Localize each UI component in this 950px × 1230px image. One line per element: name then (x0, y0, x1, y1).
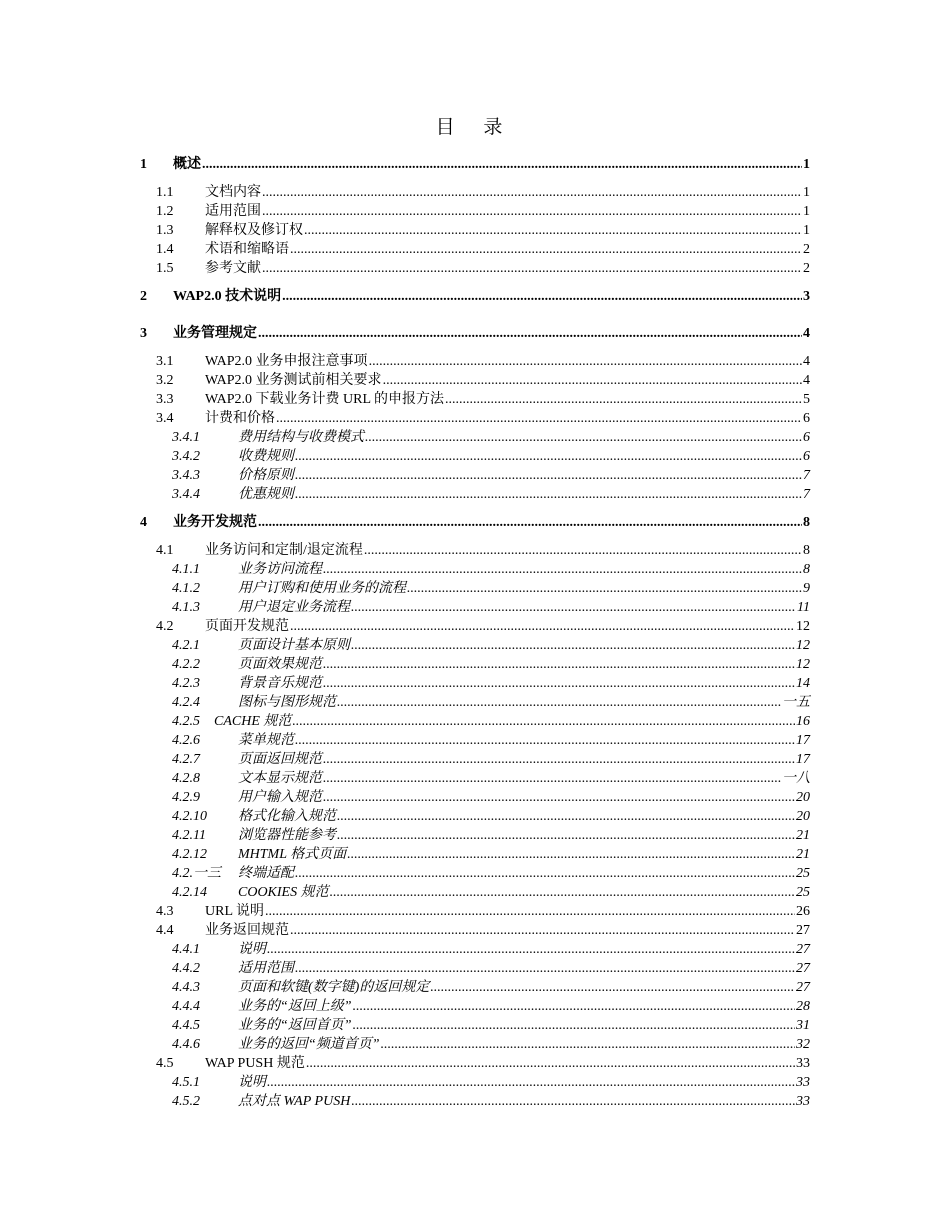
toc-entry-page: 12 (796, 657, 810, 672)
toc-entry[interactable] (172, 711, 810, 730)
toc-entry-number: 4.1 (156, 543, 174, 558)
toc-entry-page: 4 (803, 326, 810, 341)
dot-leader (267, 941, 795, 958)
dot-leader (265, 903, 795, 920)
toc-entry-title: 优惠规则 (238, 487, 294, 502)
toc-entry[interactable] (172, 958, 810, 977)
dot-leader (323, 751, 795, 768)
toc-entry-page: 8 (803, 515, 810, 530)
toc-entry-title: 菜单规范 (238, 733, 294, 748)
toc-entry-number: 4 (140, 515, 147, 530)
toc-entry-number: 4.1.1 (172, 562, 200, 577)
toc-entry-page: 1 (803, 185, 810, 200)
toc-entry[interactable] (172, 882, 810, 901)
toc-entry[interactable] (172, 844, 810, 863)
toc-entry-number: 4.4.1 (172, 942, 200, 957)
toc-entry-title: 计费和价格 (205, 411, 275, 426)
page-title: 目 录 (435, 117, 515, 138)
dot-leader (262, 203, 802, 220)
dot-leader (267, 1074, 795, 1091)
toc-entry-title: 文本显示规范 (238, 771, 322, 786)
dot-leader (365, 429, 802, 446)
toc-entry[interactable] (156, 239, 810, 258)
toc-entry-number: 4.5.1 (172, 1075, 200, 1090)
toc-entry[interactable] (140, 286, 810, 305)
toc-entry-title: 页面返回规范 (238, 752, 322, 767)
toc-entry-page: 33 (796, 1075, 810, 1090)
toc-entry-title: 业务访问和定制/退定流程 (205, 543, 363, 558)
toc-entry-title: 文档内容 (205, 185, 261, 200)
toc-entry-title: 收费规则 (238, 449, 294, 464)
dot-leader (351, 599, 796, 616)
toc-entry-page: 27 (796, 942, 810, 957)
toc-entry[interactable] (156, 616, 810, 635)
toc-entry-number: 4.4.3 (172, 980, 200, 995)
toc-entry[interactable] (172, 578, 810, 597)
toc-entry-number: 4.4.5 (172, 1018, 200, 1033)
toc-entry-title: URL 说明 (205, 904, 264, 919)
dot-leader (258, 325, 802, 342)
toc-entry-title: 图标与图形规范 (238, 695, 336, 710)
toc-entry-page: 4 (803, 354, 810, 369)
toc-entry-page: 一八 (782, 771, 810, 786)
toc-entry-number: 4.1.3 (172, 600, 200, 615)
toc-entry-title: WAP2.0 技术说明 (173, 289, 282, 304)
toc-entry-title: 解释权及修订权 (205, 223, 303, 238)
toc-entry-number: 4.2.3 (172, 676, 200, 691)
toc-entry-page: 12 (796, 619, 810, 634)
toc-entry[interactable] (172, 1072, 810, 1091)
toc-entry-title: 业务管理规定 (173, 326, 257, 341)
toc-entry[interactable] (156, 370, 810, 389)
toc-entry-number: 1 (140, 157, 147, 172)
toc-entry[interactable] (172, 635, 810, 654)
toc-entry-number: 1.3 (156, 223, 174, 238)
toc-entry-number: 4.2.6 (172, 733, 200, 748)
toc-entry-page: 20 (796, 790, 810, 805)
dot-leader (323, 770, 781, 787)
toc-entry-page: 2 (803, 261, 810, 276)
toc-entry-number: 1.1 (156, 185, 174, 200)
toc-entry-title: 业务访问流程 (238, 562, 322, 577)
toc-entry-page: 2 (803, 242, 810, 257)
toc-entry-title: WAP PUSH 规范 (205, 1056, 305, 1071)
dot-leader (369, 353, 802, 370)
toc-entry-number: 4.2.14 (172, 885, 207, 900)
dot-leader (295, 865, 795, 882)
dot-leader (258, 514, 802, 531)
toc-entry-title: 说明 (238, 1075, 266, 1090)
toc-entry-number: 1.4 (156, 242, 174, 257)
toc-entry[interactable] (156, 389, 810, 408)
toc-entry[interactable] (156, 182, 810, 201)
toc-entry-title: 参考文献 (205, 261, 261, 276)
toc-entry[interactable] (156, 1053, 810, 1072)
toc-entry-title: WAP2.0 业务测试前相关要求 (205, 373, 382, 388)
toc-entry[interactable] (172, 730, 810, 749)
dot-leader (407, 580, 802, 597)
toc-entry-number: 4.2.4 (172, 695, 200, 710)
toc-entry-title: 适用范围 (205, 204, 261, 219)
toc-entry-title: 页面效果规范 (238, 657, 322, 672)
toc-entry[interactable] (172, 996, 810, 1015)
toc-entry-title: WAP2.0 业务申报注意事项 (205, 354, 368, 369)
toc-entry-number: 3.2 (156, 373, 174, 388)
toc-entry-number: 3 (140, 326, 147, 341)
toc-entry-title: CACHE 规范 (214, 714, 292, 729)
dot-leader (364, 542, 802, 559)
toc-entry-page: 27 (796, 923, 810, 938)
toc-entry-page: 1 (803, 157, 810, 172)
dot-leader (337, 827, 795, 844)
toc-entry-number: 3.4.2 (172, 449, 200, 464)
dot-leader (323, 675, 795, 692)
toc-entry-number: 4.2 (156, 619, 174, 634)
toc-entry-number: 3.1 (156, 354, 174, 369)
toc-entry-page: 26 (796, 904, 810, 919)
toc-entry[interactable] (156, 540, 810, 559)
dot-leader (353, 998, 795, 1015)
toc-entry[interactable] (156, 220, 810, 239)
toc-entry[interactable] (172, 863, 810, 882)
toc-entry-page: 17 (796, 733, 810, 748)
dot-leader (445, 391, 802, 408)
toc-entry-page: 32 (796, 1037, 810, 1052)
toc-entry-number: 4.2.10 (172, 809, 207, 824)
toc-entry[interactable] (172, 446, 810, 465)
dot-leader (262, 184, 802, 201)
toc-entry[interactable] (140, 323, 810, 342)
toc-entry-title: 用户订购和使用业务的流程 (238, 581, 406, 596)
toc-entry-title: 业务的返回“频道首页” (238, 1037, 380, 1052)
dot-leader (351, 637, 795, 654)
dot-leader (262, 260, 802, 277)
toc-entry[interactable] (156, 258, 810, 277)
toc-entry-title: 价格原则 (238, 468, 294, 483)
toc-entry-number: 4.5.2 (172, 1094, 200, 1109)
dot-leader (295, 448, 802, 465)
toc-entry-page: 9 (803, 581, 810, 596)
toc-entry-title: 页面开发规范 (205, 619, 289, 634)
toc-entry[interactable] (172, 787, 810, 806)
toc-entry-page: 8 (803, 543, 810, 558)
toc-entry-number: 4.4.6 (172, 1037, 200, 1052)
dot-leader (337, 694, 781, 711)
toc-entry-page: 31 (796, 1018, 810, 1033)
dot-leader (290, 922, 795, 939)
dot-leader (202, 156, 802, 173)
toc-entry-page: 14 (796, 676, 810, 691)
dot-leader (353, 1017, 795, 1034)
toc-entry-title: COOKIES 规范 (238, 885, 329, 900)
toc-entry[interactable] (172, 673, 810, 692)
toc-entry-number: 4.1.2 (172, 581, 200, 596)
toc-entry-page: 8 (803, 562, 810, 577)
dot-leader (351, 1093, 795, 1110)
toc-entry-number: 3.3 (156, 392, 174, 407)
toc-entry-title: 背景音乐规范 (238, 676, 322, 691)
toc-entry[interactable] (156, 201, 810, 220)
toc-entry[interactable] (156, 901, 810, 920)
toc-entry[interactable] (172, 977, 810, 996)
toc-entry-page: 16 (796, 714, 810, 729)
dot-leader (323, 656, 795, 673)
toc-entry-page: 33 (796, 1094, 810, 1109)
toc-entry[interactable] (172, 559, 810, 578)
toc-entry-page: 17 (796, 752, 810, 767)
toc-entry-title: 浏览器性能参考 (238, 828, 336, 843)
toc-entry[interactable] (172, 825, 810, 844)
dot-leader (276, 410, 802, 427)
dot-leader (290, 241, 802, 258)
toc-entry[interactable] (172, 597, 810, 616)
toc-entry-title: 业务的“返回首页” (238, 1018, 352, 1033)
toc-entry-page: 1 (803, 204, 810, 219)
toc-entry[interactable] (172, 465, 810, 484)
toc-entry-title: WAP2.0 下载业务计费 URL 的申报方法 (205, 392, 445, 407)
toc-entry-title: 点对点 WAP PUSH (238, 1094, 351, 1109)
toc-entry-page: 33 (796, 1056, 810, 1071)
toc-entry-page: 20 (796, 809, 810, 824)
toc-entry-number: 4.2.1 (172, 638, 200, 653)
toc-entry-number: 3.4.3 (172, 468, 200, 483)
toc-entry-page: 27 (796, 961, 810, 976)
dot-leader (337, 808, 795, 825)
toc-entry-title: 格式化输入规范 (238, 809, 336, 824)
toc-entry-number: 4.4.4 (172, 999, 200, 1014)
toc-entry[interactable] (172, 768, 810, 787)
toc-entry[interactable] (172, 692, 810, 711)
toc-entry[interactable] (172, 427, 810, 446)
toc-entry-number: 4.4 (156, 923, 174, 938)
toc-entry[interactable] (172, 1034, 810, 1053)
dot-leader (295, 467, 802, 484)
toc-entry-title: 页面和软键(数字键)的返回规定 (238, 980, 430, 995)
toc-entry-page: 1 (803, 223, 810, 238)
toc-entry-page: 一五 (782, 695, 810, 710)
dot-leader (381, 1036, 795, 1053)
toc-entry-page: 7 (803, 468, 810, 483)
dot-leader (306, 1055, 795, 1072)
dot-leader (430, 979, 795, 996)
toc-entry[interactable] (156, 408, 810, 427)
toc-entry-page: 6 (803, 430, 810, 445)
toc-entry-page: 7 (803, 487, 810, 502)
toc-entry-number: 4.2.12 (172, 847, 207, 862)
toc-entry-number: 4.2.2 (172, 657, 200, 672)
toc-entry-number: 4.2.一三 (172, 866, 221, 881)
toc-entry[interactable] (172, 939, 810, 958)
dot-leader (292, 713, 795, 730)
toc-entry[interactable] (172, 1015, 810, 1034)
toc-entry-number: 1.5 (156, 261, 174, 276)
toc-entry-title: 适用范围 (238, 961, 294, 976)
toc-entry-title: 用户输入规范 (238, 790, 322, 805)
toc-entry-number: 3.4.4 (172, 487, 200, 502)
toc-entry[interactable] (172, 654, 810, 673)
toc-entry-number: 4.3 (156, 904, 174, 919)
toc-entry-title: 终端适配 (238, 866, 294, 881)
toc-entry-page: 6 (803, 411, 810, 426)
dot-leader (383, 372, 802, 389)
toc-entry-page: 25 (796, 885, 810, 900)
toc-entry-title: 业务开发规范 (173, 515, 257, 530)
toc-entry-page: 21 (796, 847, 810, 862)
toc-entry-title: 说明 (238, 942, 266, 957)
toc-entry-title: 术语和缩略语 (205, 242, 289, 257)
toc-entry-title: 概述 (173, 157, 201, 172)
toc-entry-page: 5 (803, 392, 810, 407)
toc-entry-page: 4 (803, 373, 810, 388)
toc-entry[interactable] (140, 154, 810, 173)
dot-leader (323, 561, 802, 578)
toc-entry[interactable] (140, 512, 810, 531)
toc-entry-title: 页面设计基本原则 (238, 638, 350, 653)
toc-entry-number: 4.5 (156, 1056, 174, 1071)
dot-leader (347, 846, 795, 863)
toc-entry-number: 4.2.5 (172, 714, 200, 729)
dot-leader (295, 732, 795, 749)
toc-entry-page: 12 (796, 638, 810, 653)
toc-entry-page: 27 (796, 980, 810, 995)
toc-entry-number: 3.4.1 (172, 430, 200, 445)
toc-entry-page: 3 (803, 289, 810, 304)
dot-leader (282, 288, 802, 305)
toc-entry-title: 业务返回规范 (205, 923, 289, 938)
toc-entry[interactable] (172, 1091, 810, 1110)
toc-entry[interactable] (156, 351, 810, 370)
toc-entry[interactable] (172, 484, 810, 503)
toc-entry-page: 28 (796, 999, 810, 1014)
toc-entry-number: 4.2.8 (172, 771, 200, 786)
toc-entry[interactable] (156, 920, 810, 939)
toc-entry-number: 4.2.7 (172, 752, 200, 767)
toc-entry-page: 11 (797, 600, 810, 615)
toc-entry[interactable] (172, 749, 810, 768)
toc-entry-number: 3.4 (156, 411, 174, 426)
dot-leader (323, 789, 795, 806)
dot-leader (295, 960, 795, 977)
dot-leader (290, 618, 795, 635)
toc-entry-title: 费用结构与收费模式 (238, 430, 364, 445)
toc-entry-number: 2 (140, 289, 147, 304)
toc-entry[interactable] (172, 806, 810, 825)
toc-entry-number: 4.2.11 (172, 828, 206, 843)
toc-entry-title: 业务的“返回上级” (238, 999, 352, 1014)
toc-entry-page: 21 (796, 828, 810, 843)
toc-entry-title: 用户退定业务流程 (238, 600, 350, 615)
dot-leader (304, 222, 802, 239)
toc-entry-title: MHTML 格式页面 (238, 847, 347, 862)
toc-entry-page: 6 (803, 449, 810, 464)
toc-entry-number: 4.4.2 (172, 961, 200, 976)
toc-entry-page: 25 (796, 866, 810, 881)
dot-leader (295, 486, 802, 503)
dot-leader (330, 884, 795, 901)
toc-entry-number: 4.2.9 (172, 790, 200, 805)
toc-entry-number: 1.2 (156, 204, 174, 219)
